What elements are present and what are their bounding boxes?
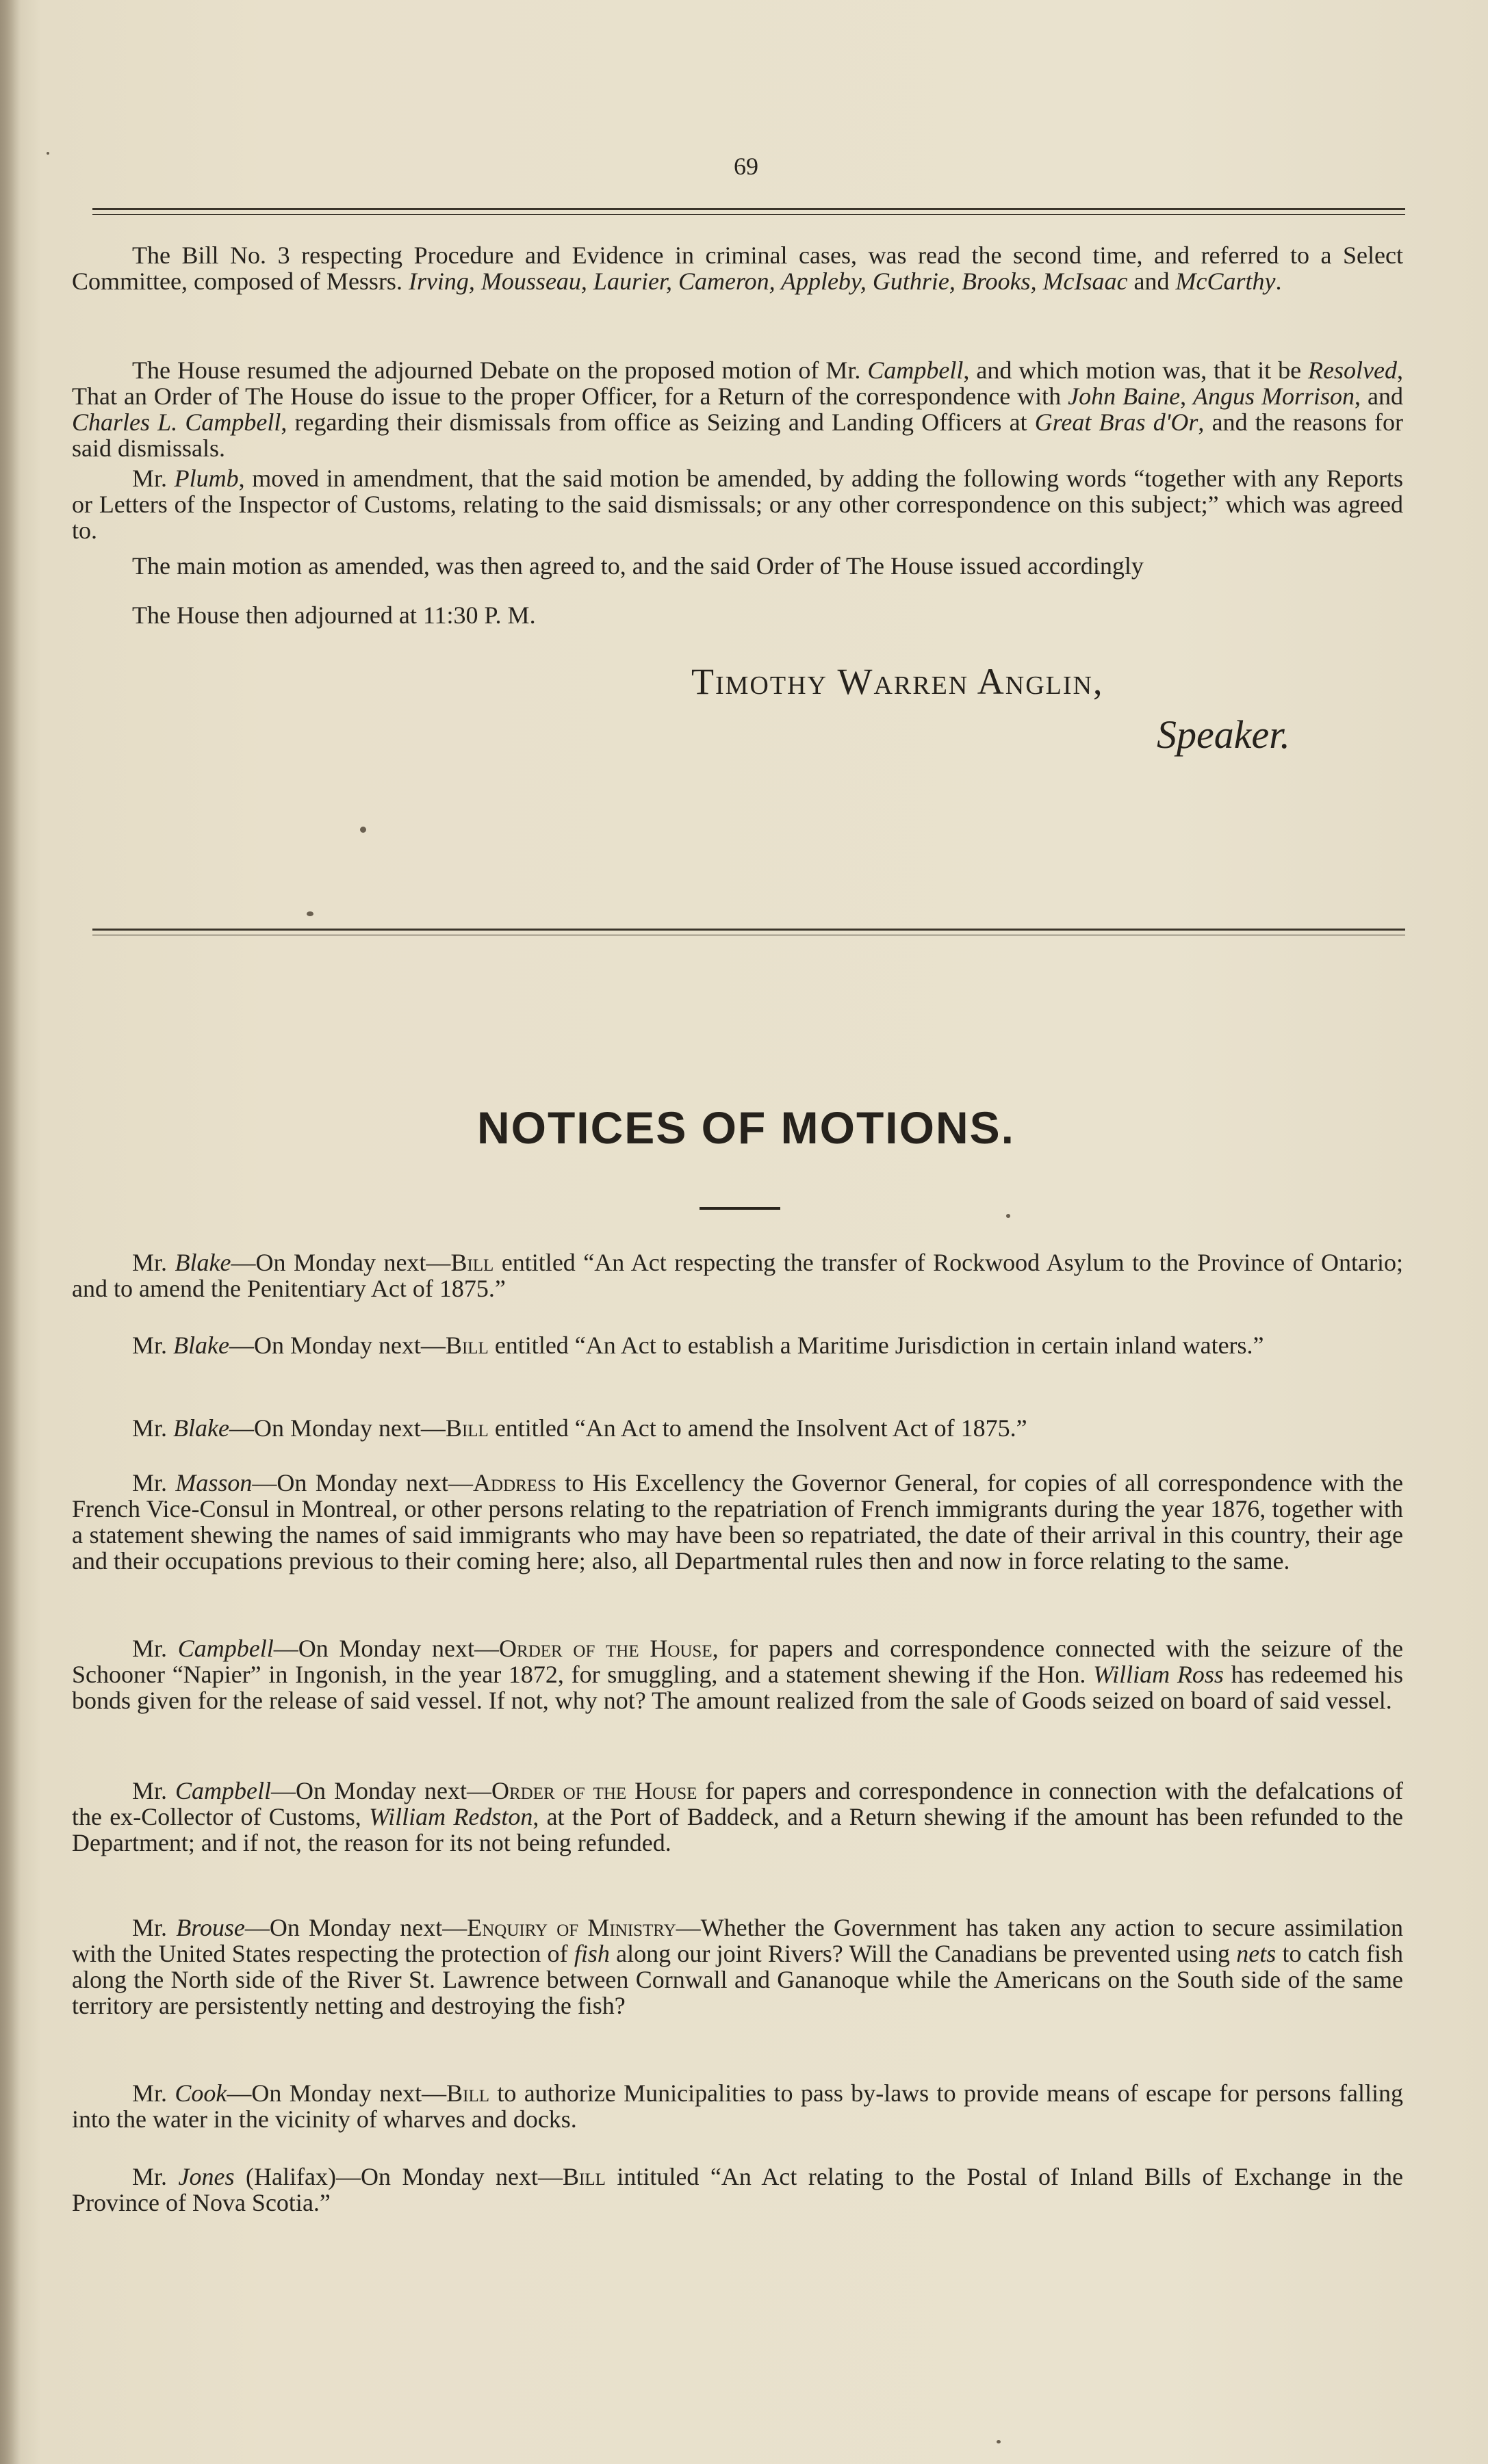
- proceedings-bill-paragraph: The Bill No. 3 respecting Procedure and Evidence in criminal cases, was read the second time, and referred to a Select Committee, composed of Messrs. Irving, Mousseau, Laurier, Cameron, Appleby, Guthrie, Brooks, McIsaac and McCarthy.: [72, 242, 1403, 295]
- section-rule-top: [92, 929, 1405, 931]
- notice-item: Mr. Masson—On Monday next—Address to His Excellency the Governor General, for copies of all correspondence with the French Vice-Consul in Montreal, or other persons relating to the repatriation of French immigrants during the year 1876, together with a statement shewing the names of said immigrants who may have been so repatriated, the date of their arrival in this country, their age and their occupations previous to their coming here; also, all Departmental rules then and now in force relating to the same.: [72, 1469, 1403, 1574]
- proceedings-debate-paragraph: The House resumed the adjourned Debate on the proposed motion of Mr. Campbell, and which motion was, that it be Resolved, That an Order of The House do issue to the proper Officer, for a Return of the correspondence with John Baine, Angus Morrison, and Charles L. Campbell, regarding their dismissals from office as Seizing and Landing Officers at Great Bras d'Or, and the reasons for said dismissals.: [72, 356, 1403, 462]
- page-number: 69: [734, 153, 758, 180]
- paper-speck: [360, 827, 366, 833]
- proceedings-amendment-paragraph: Mr. Plumb, moved in amendment, that the said motion be amended, by adding the following words “together with any Reports or Letters of the Inspector of Customs, relating to the said dismissals; or any other correspondence on this subject;” which was agreed to.: [72, 465, 1403, 544]
- proceedings-adjournment-paragraph: The House then adjourned at 11:30 P. M.: [132, 601, 536, 629]
- notice-item: Mr. Blake—On Monday next—Bill entitled “An Act to establish a Maritime Jurisdiction in certain inland waters.”: [132, 1332, 1264, 1359]
- paper-speck: [47, 152, 49, 155]
- header-rule-bottom: [92, 214, 1405, 215]
- header-rule-top: [92, 208, 1405, 210]
- notice-item: Mr. Blake—On Monday next—Bill entitled “An Act to amend the Insolvent Act of 1875.”: [132, 1414, 1027, 1442]
- notice-item: Mr. Campbell—On Monday next—Order of the House for papers and correspondence in connection with the defalcations of the ex-Collector of Customs, William Redston, at the Port of Baddeck, and a Return shewing if the amount has been refunded to the Department; and if not, the reason for its not being refunded.: [72, 1777, 1404, 1856]
- title-dash: [700, 1207, 780, 1210]
- paper-speck: [997, 2440, 1001, 2443]
- notice-item: Mr. Brouse—On Monday next—Enquiry of Ministry—Whether the Government has taken any action to secure assimilation with the United States respecting the protection of fish along our joint Rivers? Will the Canadians be prevented using nets to catch fish along the North side of the River St. Lawrence between Cornwall and Gananoque while the Americans on the South side of the same territory are persistently netting and destroying the fish?: [72, 1914, 1403, 2019]
- paper-speck: [307, 911, 313, 916]
- proceedings-main-motion-paragraph: The main motion as amended, was then agreed to, and the said Order of The House issued accordingly: [132, 552, 1144, 580]
- notice-item: Mr. Cook—On Monday next—Bill to authorize Municipalities to pass by-laws to provide means of escape for persons falling into the water in the vicinity of wharves and docks.: [72, 2079, 1404, 2133]
- notices-title: NOTICES OF MOTIONS.: [476, 1102, 1015, 1153]
- notice-item: Mr. Campbell—On Monday next—Order of the House, for papers and correspondence connected with the seizure of the Schooner “Napier” in Ingonish, in the year 1872, for smuggling, and a statement shewing if the Hon. William Ross has redeemed his bonds given for the release of said vessel. If not, why not? The amount realized from the sale of Goods seized on board of said vessel.: [72, 1635, 1404, 1714]
- notice-item: Mr. Blake—On Monday next—Bill entitled “An Act respecting the transfer of Rockwood Asylum to the Province of Ontario; and to amend the Penitentiary Act of 1875.”: [72, 1249, 1403, 1302]
- notice-item: Mr. Jones (Halifax)—On Monday next—Bill intituled “An Act relating to the Postal of Inland Bills of Exchange in the Province of Nova Scotia.”: [72, 2163, 1404, 2216]
- speaker-signature-name: Timothy Warren Anglin,: [691, 661, 1104, 702]
- paper-speck: [1006, 1214, 1010, 1218]
- speaker-signature-role: Speaker.: [1157, 712, 1290, 757]
- binding-shadow: [0, 0, 21, 2464]
